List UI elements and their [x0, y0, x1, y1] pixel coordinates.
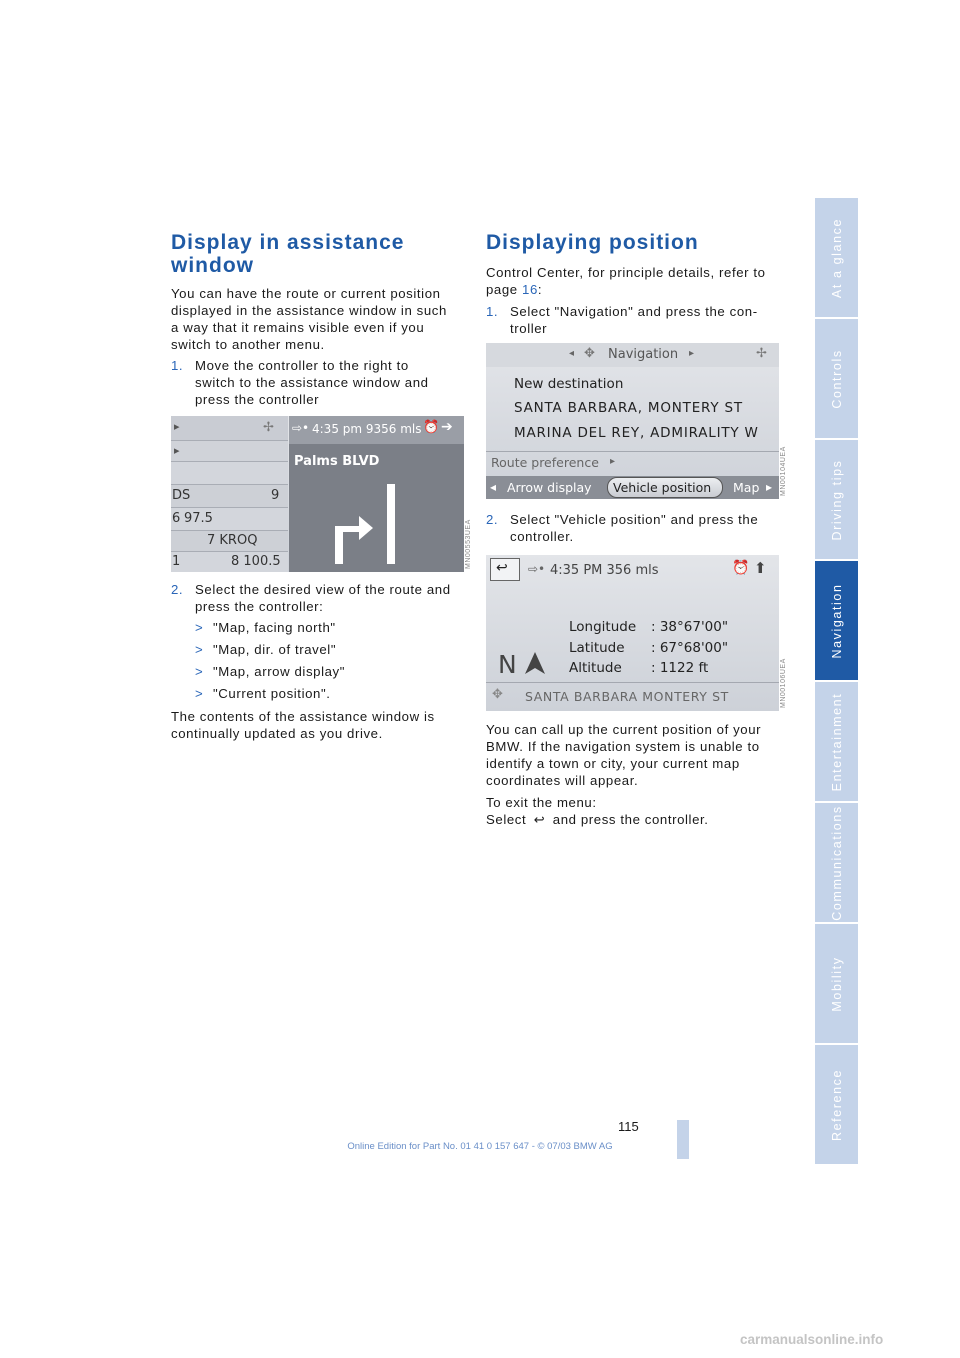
chevron-left-icon: ◂: [490, 480, 497, 494]
status-bar: ⇨• 4:35 pm 9356 mls ⏰ ➔: [289, 416, 464, 444]
left-outro: The contents of the assistance window is continually updated as you drive.: [171, 709, 435, 741]
divider: [486, 451, 779, 452]
page-marker-bar: [677, 1120, 689, 1159]
page-number: 115: [618, 1119, 639, 1134]
back-arrow-icon: ↩: [533, 812, 546, 827]
list-item: [171, 462, 288, 485]
tab-at-a-glance[interactable]: At a glance: [815, 198, 858, 317]
list-item: [171, 441, 288, 462]
tab-controls[interactable]: Controls: [815, 319, 858, 438]
tab-driving-tips[interactable]: Driving tips: [815, 440, 858, 559]
tab-navigation[interactable]: Navigation: [815, 561, 858, 680]
compass-arrows-icon: ✢: [263, 420, 274, 435]
page-link[interactable]: 16: [522, 282, 538, 297]
back-arrow-icon: ↩: [496, 560, 508, 576]
turn-right-arrow-icon: [329, 478, 419, 568]
route-guidance-icon: ⇨•: [528, 562, 546, 576]
arrow-up-icon: ⬆: [754, 559, 767, 577]
status-bar: ↩ ⇨• 4:35 PM 356 mls ⏰ ⬆: [486, 555, 779, 585]
divider: [486, 682, 779, 683]
left-heading: Display in assistance window: [171, 231, 405, 277]
satellite-icon: ✥: [584, 346, 595, 361]
chevron-right-icon: ▸: [766, 480, 773, 494]
right-heading: Displaying position: [486, 231, 699, 254]
route-guidance-icon: ⇨•: [292, 421, 310, 435]
list-item: 1 8 100.5: [171, 552, 288, 572]
chevron-right-icon: ▸: [174, 420, 180, 433]
alarm-clock-icon: ⏰: [423, 420, 440, 435]
chapter-tabs: [815, 198, 858, 1166]
back-button: [490, 558, 520, 581]
watermark: carmanualsonline.info: [740, 1332, 884, 1347]
navigation-menu-screenshot: ◂ ✥ Navigation ▸ ✢ New destination SANTA BARBARA, MONTERY ST MARINA DEL REY, ADMIRALITY W Route preference ▸ ◂ Arrow display Vehicle position Map ▸: [486, 343, 779, 499]
assistance-window-screenshot: [171, 416, 464, 572]
alarm-clock-icon: ⏰: [732, 560, 750, 576]
list-item: DS 9: [171, 485, 288, 508]
assistance-panel: ⇨• 4:35 pm 9356 mls ⏰ ➔ Palms BLVD: [289, 416, 464, 572]
list-item: 7 KROQ: [171, 531, 288, 552]
compass-arrows-icon: ✢: [756, 346, 767, 361]
chevron-right-icon: ▸: [174, 444, 180, 457]
satellite-icon: ✥: [492, 687, 503, 702]
tab-reference[interactable]: Reference: [815, 1045, 858, 1164]
navigation-arrow-icon: [524, 651, 546, 675]
list-item: 6 97.5: [171, 508, 288, 531]
right-exit: To exit the menu: Select ↩ and press the controller.: [486, 795, 709, 827]
chevron-right-icon: ▸: [610, 456, 616, 467]
chevron-left-icon: ◂: [569, 348, 575, 359]
tab-vehicle-position: Vehicle position: [607, 477, 723, 498]
view-tabs: ◂ Arrow display Vehicle position Map ▸: [486, 476, 779, 499]
right-para: You can call up the current position of your BMW. If the navigation system is unable to identify a town or city, your current map coordinates will appear.: [486, 722, 762, 788]
tab-entertainment[interactable]: Entertainment: [815, 682, 858, 801]
chevron-right-icon: ▸: [689, 348, 695, 359]
tab-communications[interactable]: Communications: [815, 803, 858, 922]
footer-edition: Online Edition for Part No. 01 41 0 157 647 - © 07/03 BMW AG: [347, 1141, 613, 1152]
tab-mobility[interactable]: Mobility: [815, 924, 858, 1043]
right-intro: Control Center, for principle details, refer to page 16:: [486, 265, 766, 297]
left-intro: You can have the route or current position displayed in the assistance window in such a way that it remains visible even if you switch to another menu.: [171, 286, 447, 352]
menu-list: [171, 416, 288, 572]
vehicle-position-screenshot: ↩ ⇨• 4:35 PM 356 mls ⏰ ⬆ Longitude : 38°67'00" Latitude : 67°68'00" Altitude : 1122 ft N ✥ SANTA BARBARA MONTERY ST: [486, 555, 779, 711]
menu-title-bar: ◂ ✥ Navigation ▸ ✢: [486, 343, 779, 367]
arrow-right-icon: ➔: [441, 419, 453, 435]
